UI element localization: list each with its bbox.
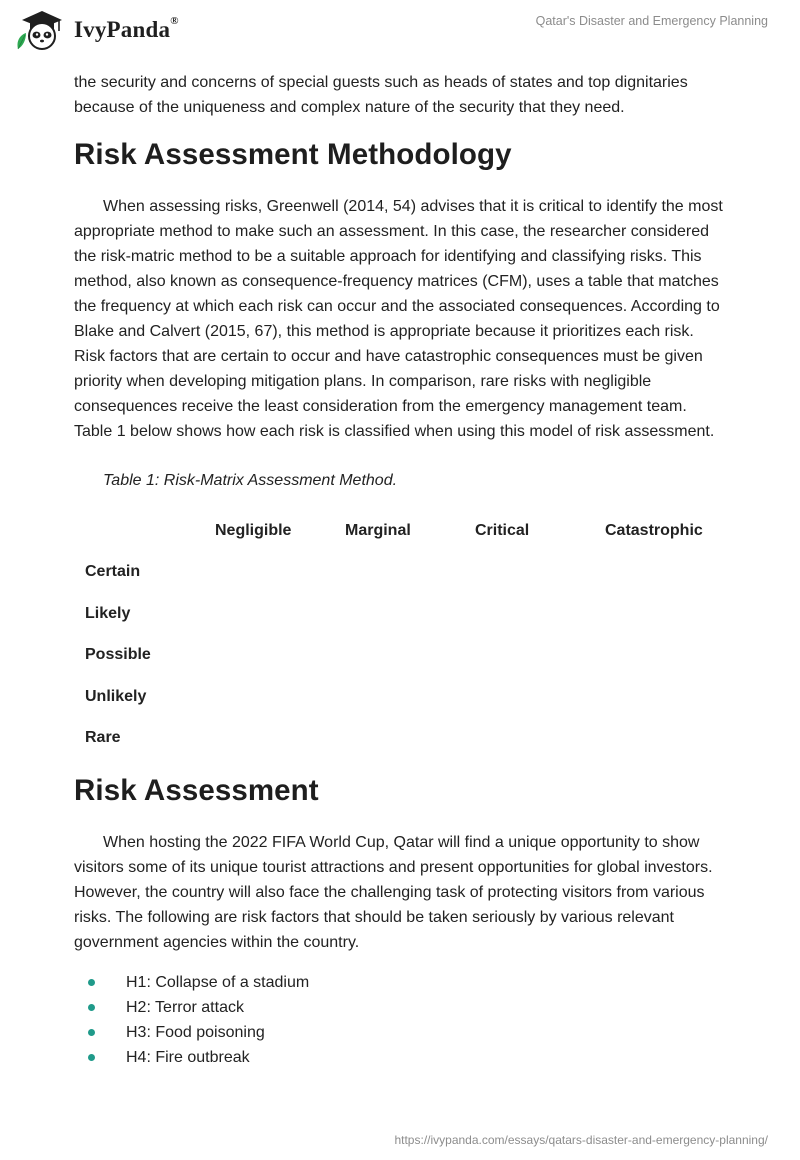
page-header (0, 0, 800, 64)
risk-assessment-paragraph: When hosting the 2022 FIFA World Cup, Qatar will find a unique opportunity to show visitors some of its unique tourist attractions and present opportunities for global investors. However, the country will also face the challenging task of protecting visitors from various risks. The following are risk factors that should be taken seriously by various relevant government agencies within the country. (74, 834, 713, 951)
table-cell (475, 552, 605, 594)
table-cell (345, 635, 475, 677)
list-item (74, 995, 724, 1020)
table-cell (475, 718, 605, 760)
methodology-paragraph: When assessing risks, Greenwell (2014, 54) advises that it is critical to identify the most appropriate method to make such an assessment. In this case, the researcher considered the risk-matric method to be a suitable approach for identifying and classifying risks. This method, also known as consequence-frequency matrices (CFM), uses a table that matches the frequency at which each risk can occur and the associated consequences. According to Blake and Calvert (2015, 67), this method is appropriate because it prioritizes each risk. Risk factors that are certain to occur and have catastrophic consequences must be given priority when developing mitigation plans. In comparison, rare risks with negligible consequences receive the least consideration from the emergency management team. Table 1 below shows how each risk is classified when using this model of risk assessment. (74, 198, 723, 440)
table-cell (605, 676, 724, 718)
list-item (74, 1045, 724, 1070)
bullet-icon (88, 979, 95, 986)
table-cell (345, 676, 475, 718)
row-header: Unlikely (85, 687, 147, 705)
table-cell (215, 676, 345, 718)
list-item (74, 1020, 724, 1045)
column-header: Negligible (215, 521, 292, 539)
table-cell (475, 676, 605, 718)
column-header: Catastrophic (605, 521, 703, 539)
registered-mark: ® (170, 15, 179, 27)
table-cell (215, 593, 345, 635)
column-header: Marginal (345, 521, 411, 539)
table-cell (215, 635, 345, 677)
section-heading-risk-assessment: Risk Assessment (74, 774, 319, 807)
row-header: Likely (85, 604, 131, 622)
table-cell (475, 635, 605, 677)
risk-matrix-table (74, 510, 724, 759)
table-corner-cell (74, 510, 215, 552)
list-item-text: H4: Fire outbreak (126, 1049, 250, 1066)
table-header-row (74, 510, 724, 552)
table-row (74, 718, 724, 760)
table-cell (605, 718, 724, 760)
table-caption: Table 1: Risk-Matrix Assessment Method. (103, 472, 398, 489)
page-content (74, 70, 724, 1070)
list-item-text: H1: Collapse of a stadium (126, 974, 310, 991)
row-header: Certain (85, 563, 141, 581)
table-cell (345, 718, 475, 760)
table-row (74, 676, 724, 718)
bullet-icon (88, 1054, 95, 1061)
list-item (74, 970, 724, 995)
table-cell (345, 593, 475, 635)
risk-factor-list (74, 970, 724, 1070)
table-cell (215, 718, 345, 760)
table-row (74, 635, 724, 677)
brand-logo[interactable] (14, 9, 179, 51)
table-cell (345, 552, 475, 594)
source-url-link[interactable]: https://ivypanda.com/essays/qatars-disaster-and-emergency-planning/ (394, 1133, 768, 1147)
bullet-icon (88, 1029, 95, 1036)
table-cell (475, 593, 605, 635)
row-header: Rare (85, 729, 121, 747)
table-cell (215, 552, 345, 594)
list-item-text: H2: Terror attack (126, 999, 244, 1016)
table-cell (605, 635, 724, 677)
brand-name: IvyPanda® (74, 15, 179, 42)
table-row (74, 552, 724, 594)
intro-paragraph: the security and concerns of special guests such as heads of states and top dignitaries because of the uniqueness and complex nature of the security that they need. (74, 74, 688, 116)
bullet-icon (88, 1004, 95, 1011)
column-header: Critical (475, 521, 530, 539)
document-title: Qatar's Disaster and Emergency Planning (535, 14, 768, 28)
list-item-text: H3: Food poisoning (126, 1024, 265, 1041)
table-cell (605, 593, 724, 635)
section-heading-methodology: Risk Assessment Methodology (74, 138, 512, 171)
row-header: Possible (85, 646, 151, 664)
table-cell (605, 552, 724, 594)
table-row (74, 593, 724, 635)
panda-graduate-icon (14, 9, 66, 51)
